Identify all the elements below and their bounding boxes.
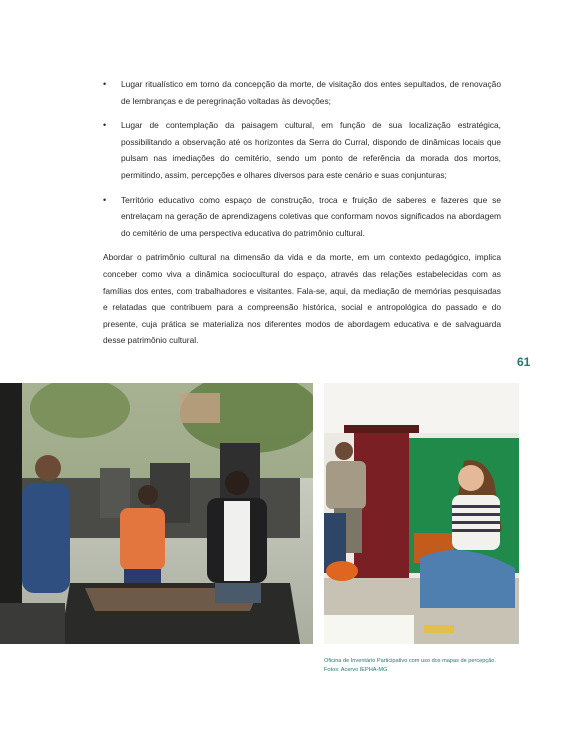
bullet-text: Lugar ritualístico em torno da concepção da morte, de visitação dos entes sepultados, de renovação de lembranças e de peregrinação voltadas às devoções; [121,79,501,106]
bullet-dot: • [103,79,107,89]
cemetery-photo [0,383,313,644]
bullet-item [103,76,501,109]
bullet-item [103,117,501,183]
bullet-text: Lugar de contemplação da paisagem cultural, em função de sua localização estratégica, possibilitando a observação até os horizontes da Serra do Curral, dispondo de dinâmicas locais que pulsam nas imediações do cemitério, sendo um ponto de referência da morada dos mortos, permitindo, assim, percepções e olhares diversos para este cenário e suas conjunturas; [121,120,501,180]
bullet-item [103,192,501,242]
bullet-dot: • [103,194,107,205]
main-text [103,76,501,349]
cemetery-photo-illustration [0,383,313,644]
bullet-dot: • [103,120,107,131]
workshop-photo-illustration [324,383,519,644]
page-number: 61 [517,355,531,369]
caption-credit: Fotos: Acervo IEPHA-MG [324,667,388,673]
photo-caption [324,657,554,675]
body-paragraph: Abordar o patrimônio cultural na dimensão da vida e da morte, em um contexto pedagógico, implica conceber como viva a dinâmica sociocultural do espaço, através das relações estabelecidas com as famílias dos entes, com trabalhadores e visitantes. Fala-se, aqui, da mediação de memórias pesquisadas e relatadas que contribuem para a compreensão histórica, social e antropológica do passado e do presente, cuja prática se materializa nos diferentes modos de abordagem educativa e de salvaguarda desse patrimônio cultural. [103,252,501,346]
bullet-list [103,76,501,241]
workshop-photo [324,383,519,644]
bullet-text: Território educativo como espaço de construção, troca e fruição de saberes e fazeres que se entrelaçam na geração de aprendizagens coletivas que conformam novos significados na abordagem do cemitério de uma perspectiva educativa do patrimônio cultural. [121,194,501,238]
caption-line: Oficina de Inventário Participativo com uso dos mapas de percepção. [324,658,496,664]
